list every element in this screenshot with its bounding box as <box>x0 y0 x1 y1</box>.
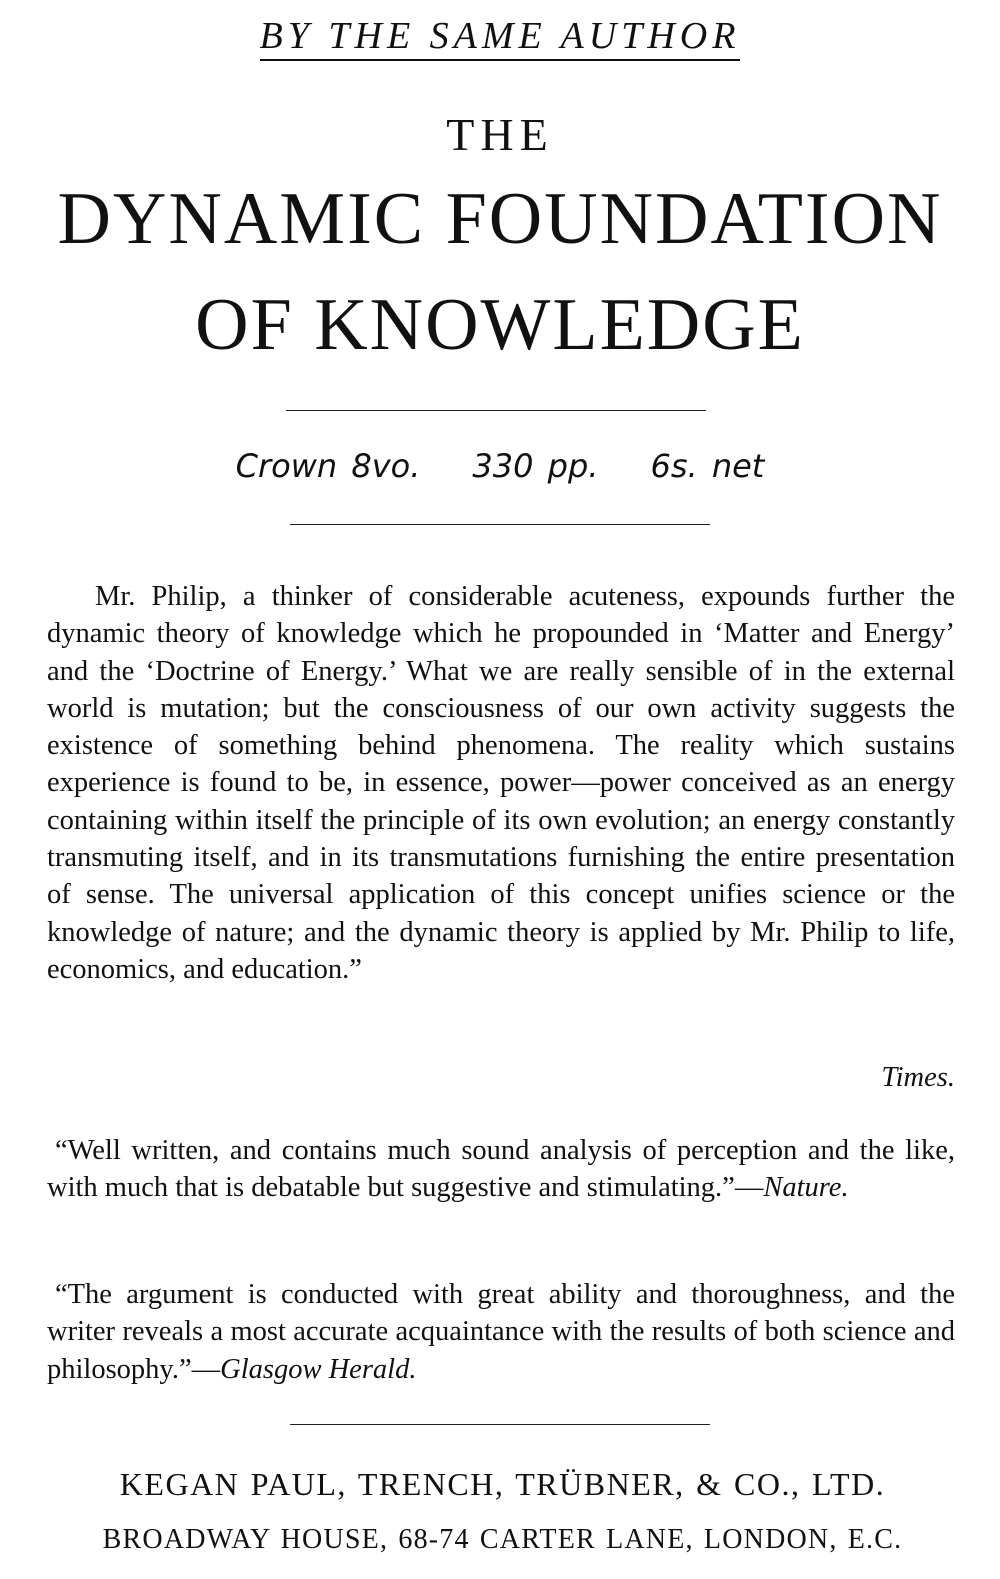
book-format: Crown 8vo. <box>235 447 421 485</box>
divider-rule <box>290 1424 710 1425</box>
title-article: THE <box>446 109 554 160</box>
divider-rule <box>290 524 710 525</box>
book-pages: 330 pp. <box>472 447 599 485</box>
divider-rule <box>286 410 706 411</box>
review-text: “The argument is conducted with great ability and thoroughness, and the writer reveals a most accurate acquaintance with the results of both science and philosophy.”— <box>47 1279 955 1385</box>
by-same-author-heading <box>0 14 1000 58</box>
review-nature <box>47 1132 955 1207</box>
book-price: 6s. net <box>650 447 765 485</box>
title-line-1: DYNAMIC FOUNDATION <box>57 178 943 260</box>
review-text: Mr. Philip, a thinker of considerable acuteness, expounds further the dynamic theory of knowledge which he propounded in ‘Matter and Energy’ and the ‘Doctrine of Energy.’ What we are really sensible of in the external world is mutation; but the consciousness of our own activity suggests the existence of something behind phenomena. The reality which sustains experience is found to be, in essence, power—power conceived as an energy containing within itself the principle of its own evolution; an energy constantly transmuting itself, and in its transmutations furnishing the entire presentation of sense. The universal application of this concept unifies science or the knowledge of nature; and the dynamic theory is applied by Mr. Philip to life, economics, and education.” <box>47 581 955 985</box>
title-line-2: OF KNOWLEDGE <box>195 284 805 366</box>
review-source-nature: Nature. <box>763 1172 849 1204</box>
by-same-author-text: BY THE SAME AUTHOR <box>260 15 741 61</box>
review-source-times: Times. <box>881 1062 955 1093</box>
review-glasgow-herald <box>47 1276 955 1388</box>
review-text: “Well written, and contains much sound analysis of perception and the like, with much that is debatable but suggestive and stimulating.”— <box>47 1135 955 1204</box>
review-times <box>47 578 955 988</box>
publisher-name: KEGAN PAUL, TRENCH, TRÜBNER, & CO., LTD. <box>119 1466 886 1502</box>
review-source-glasgow-herald: Glasgow Herald. <box>220 1353 417 1385</box>
publisher-address: BROADWAY HOUSE, 68-74 CARTER LANE, LONDON, E.C. <box>102 1524 903 1555</box>
book-specs <box>0 447 1000 485</box>
